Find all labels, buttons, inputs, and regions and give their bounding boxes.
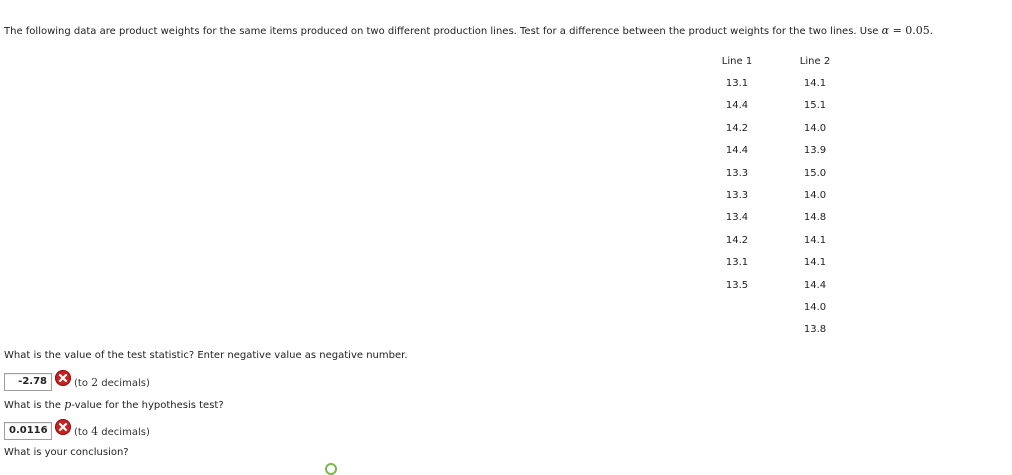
note-decimals: 4 — [91, 424, 99, 438]
table-row — [698, 229, 854, 251]
test-statistic-note — [74, 376, 150, 389]
question-p-value-post: -value for the hypothesis test? — [71, 400, 224, 411]
cell-line-1: 13.4 — [725, 212, 749, 224]
note-decimals: 2 — [91, 375, 99, 389]
table-row — [698, 184, 854, 206]
alpha-value: = 0.05 — [889, 24, 930, 37]
x-circle-icon — [55, 370, 71, 386]
note-prefix: (to — [74, 377, 92, 389]
problem-statement — [4, 24, 933, 37]
note-suffix: decimals) — [98, 377, 150, 389]
test-statistic-input[interactable]: -2.78 — [4, 373, 52, 391]
cell-line-1: 13.1 — [725, 78, 749, 90]
header-line-1: Line 1 — [721, 55, 753, 67]
problem-period: . — [929, 26, 933, 37]
cell-line-1: 14.2 — [725, 122, 749, 134]
cell-line-1: 13.3 — [725, 167, 749, 179]
cell-line-2: 14.1 — [803, 234, 827, 246]
table-row — [698, 95, 854, 117]
note-suffix: decimals) — [98, 426, 150, 438]
cell-line-2: 14.8 — [803, 212, 827, 224]
table-row — [698, 117, 854, 139]
p-symbol: p — [64, 398, 72, 411]
cell-line-2: 13.9 — [803, 145, 827, 157]
cell-line-1: 14.4 — [725, 145, 749, 157]
p-value-note — [74, 425, 150, 438]
cell-line-2: 15.1 — [803, 100, 827, 112]
cell-line-2: 14.4 — [803, 279, 827, 291]
question-p-value — [4, 398, 224, 411]
cell-line-2: 14.0 — [803, 122, 827, 134]
cell-line-2: 14.1 — [803, 78, 827, 90]
problem-text: The following data are product weights for the same items produced on two different production lines. Test for a difference between the product weights for the two lines. Use — [4, 26, 882, 37]
table-row — [698, 72, 854, 94]
header-line-2: Line 2 — [799, 55, 831, 67]
cell-line-2: 15.0 — [803, 167, 827, 179]
alpha-symbol: α — [881, 24, 890, 37]
table-row — [698, 162, 854, 184]
check-circle-icon — [325, 463, 337, 475]
table-row — [698, 207, 854, 229]
cell-line-1: 13.3 — [725, 190, 749, 202]
table-row — [698, 140, 854, 162]
table-row — [698, 319, 854, 341]
cell-line-1: 14.4 — [725, 100, 749, 112]
cell-line-1 — [698, 296, 776, 318]
note-prefix: (to — [74, 426, 92, 438]
table-row — [698, 296, 854, 318]
alpha-expression — [882, 24, 930, 37]
answer-row-test-statistic — [4, 373, 150, 391]
table-header-row — [698, 50, 854, 72]
cell-line-2: 14.1 — [803, 257, 827, 269]
p-value-input[interactable]: 0.0116 — [4, 422, 52, 440]
answer-row-p-value — [4, 422, 150, 440]
x-circle-icon — [55, 419, 71, 435]
table-row — [698, 252, 854, 274]
table-row — [698, 274, 854, 296]
cell-line-2: 14.0 — [803, 301, 827, 313]
data-table — [698, 50, 854, 341]
cell-line-1: 13.1 — [725, 257, 749, 269]
question-conclusion: What is your conclusion? — [4, 447, 129, 458]
cell-line-1: 14.2 — [725, 234, 749, 246]
question-p-value-pre: What is the — [4, 400, 65, 411]
cell-line-2: 14.0 — [803, 190, 827, 202]
cell-line-1 — [698, 319, 776, 341]
question-test-statistic: What is the value of the test statistic? Enter negative value as negative number. — [4, 350, 408, 361]
cell-line-2: 13.8 — [803, 324, 827, 336]
cell-line-1: 13.5 — [725, 279, 749, 291]
